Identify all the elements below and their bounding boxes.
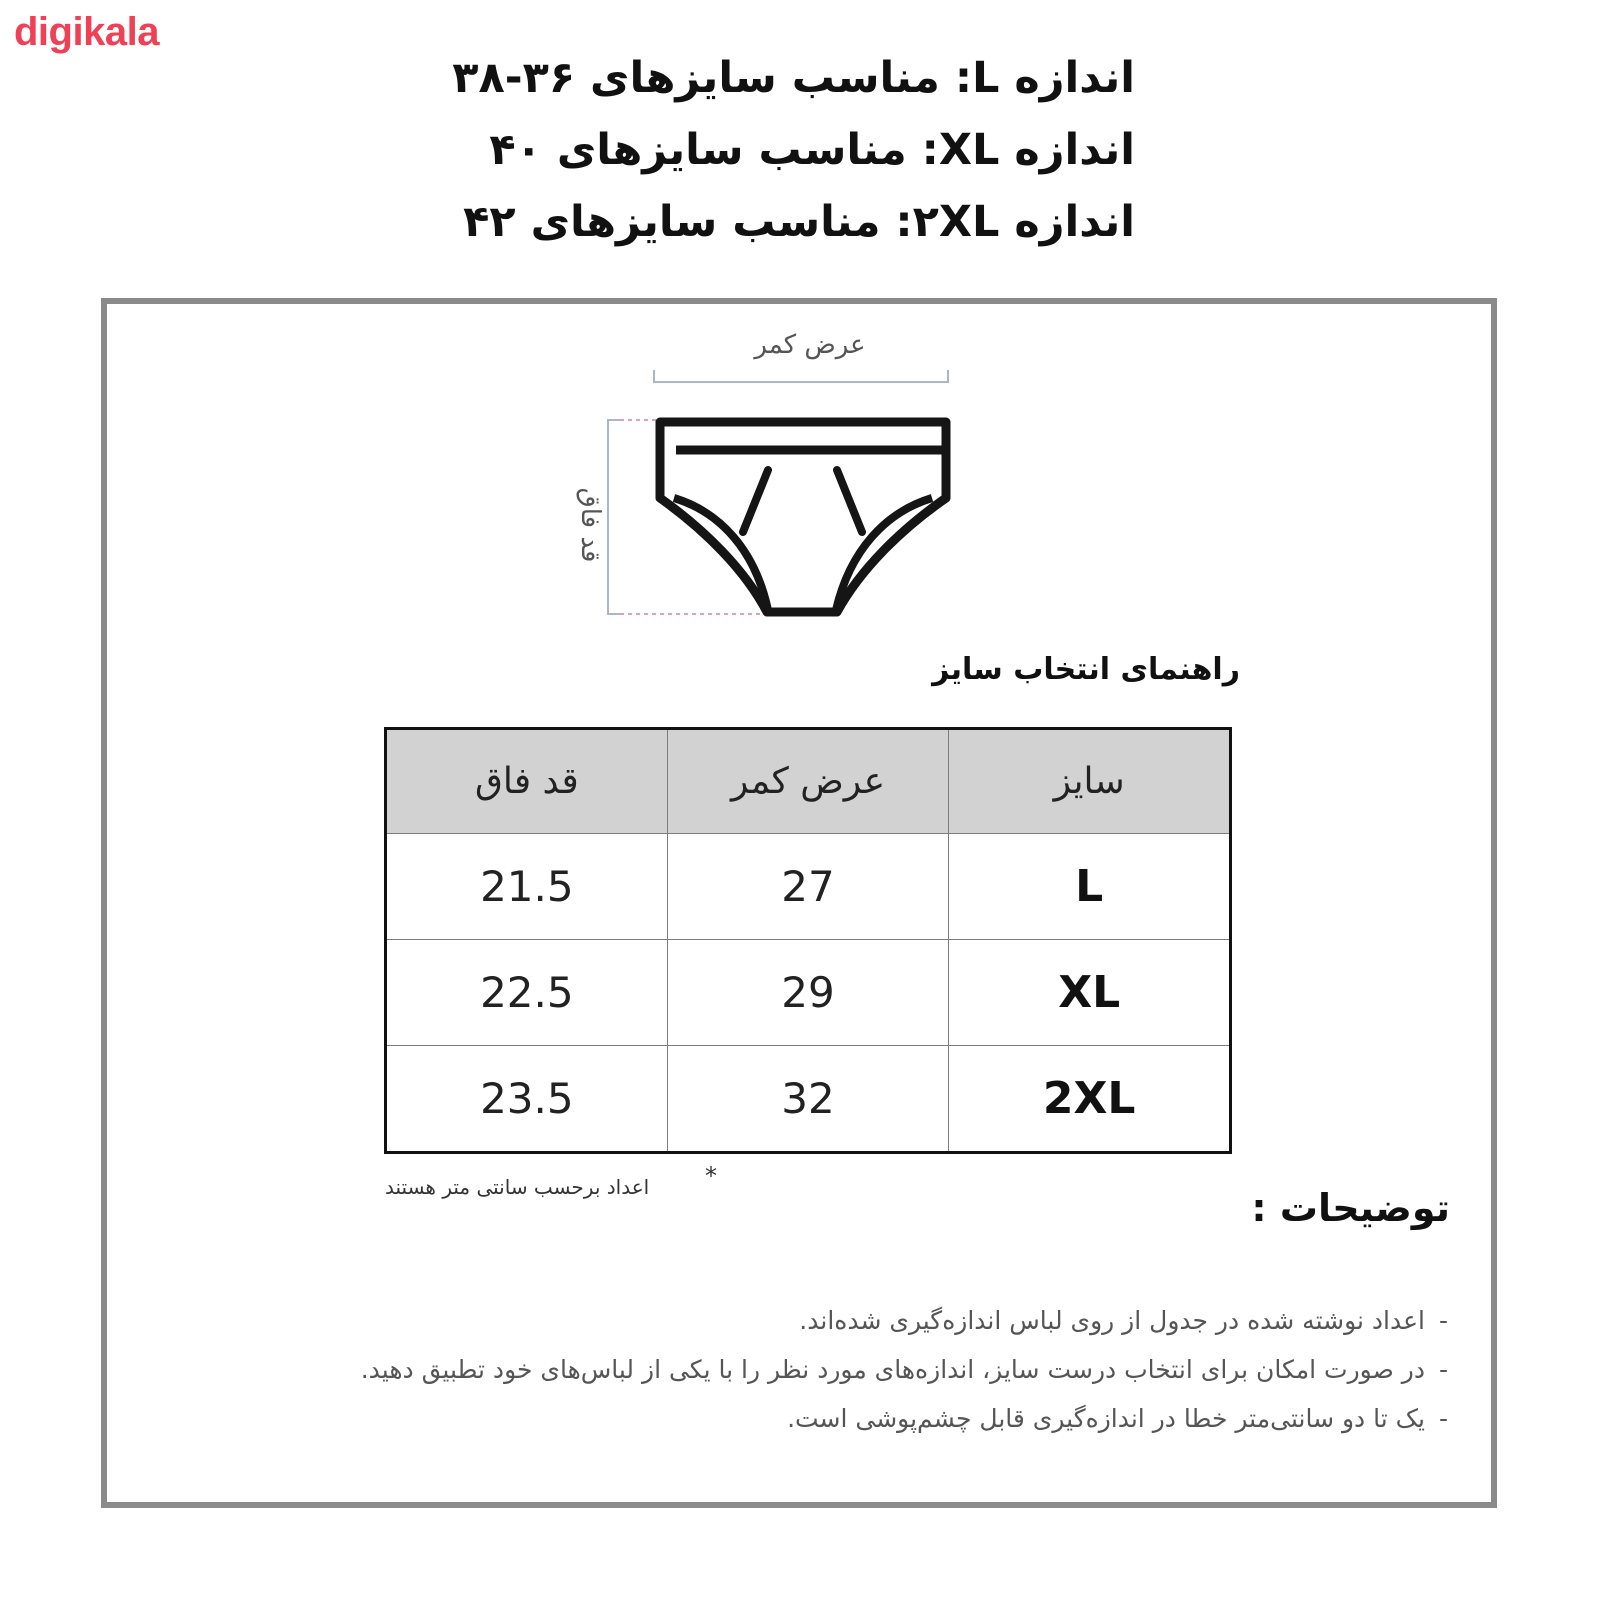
header-rise: قد فاق: [386, 729, 668, 834]
cell-rise: 22.5: [386, 940, 668, 1046]
right-seam: [837, 470, 862, 532]
table-row: [386, 834, 1231, 940]
table-row: [386, 940, 1231, 1046]
headline-size-xl: اندازه XL: مناسب سایزهای ۴۰: [489, 125, 1135, 175]
cell-size: 2XL: [949, 1046, 1231, 1153]
header-size: سایز: [949, 729, 1231, 834]
note-text: یک تا دو سانتی‌متر خطا در اندازه‌گیری قابل چشم‌پوشی است.: [787, 1404, 1425, 1433]
note-bullet: -: [1438, 1306, 1448, 1335]
size-table: [384, 727, 1232, 1154]
cell-size: L: [949, 834, 1231, 940]
briefs-icon: [550, 320, 970, 630]
cell-rise: 23.5: [386, 1046, 668, 1153]
rise-dimension-line: [608, 420, 620, 614]
header-waist: عرض کمر: [667, 729, 949, 834]
cell-rise: 21.5: [386, 834, 668, 940]
waist-dimension-line: [654, 370, 948, 382]
note-bullet: -: [1438, 1404, 1448, 1433]
digikala-logo: digikala: [14, 10, 159, 54]
rise-length-label: قد فاق: [575, 487, 605, 563]
footnote-star: *: [705, 1162, 717, 1190]
note-bullet: -: [1438, 1355, 1448, 1384]
cell-size: XL: [949, 940, 1231, 1046]
size-summary: [452, 42, 1135, 258]
unit-footnote: اعداد برحسب سانتی متر هستند: [385, 1175, 650, 1199]
left-seam: [743, 470, 768, 532]
notes-list: [361, 1296, 1448, 1443]
note-text: اعداد نوشته شده در جدول از روی لباس اندازه‌گیری شده‌اند.: [799, 1306, 1425, 1335]
note-text: در صورت امکان برای انتخاب درست سایز، اندازه‌های مورد نظر را با یکی از لباس‌های خود تطبیق دهید.: [360, 1355, 1425, 1384]
waist-width-label: عرض کمر: [754, 330, 866, 360]
list-item: [361, 1394, 1448, 1443]
table-row: [386, 1046, 1231, 1153]
headline-size-l: اندازه L: مناسب سایزهای ۳۶-۳۸: [452, 53, 1135, 103]
cell-waist: 27: [667, 834, 949, 940]
notes-title: توضیحات :: [1251, 1186, 1450, 1230]
list-item: [361, 1345, 1448, 1394]
list-item: [361, 1296, 1448, 1345]
table-header-row: [386, 729, 1231, 834]
cell-waist: 29: [667, 940, 949, 1046]
headline-size-2xl: اندازه ۲XL: مناسب سایزهای ۴۲: [463, 197, 1135, 247]
cell-waist: 32: [667, 1046, 949, 1153]
size-guide-title: راهنمای انتخاب سایز: [932, 652, 1240, 687]
